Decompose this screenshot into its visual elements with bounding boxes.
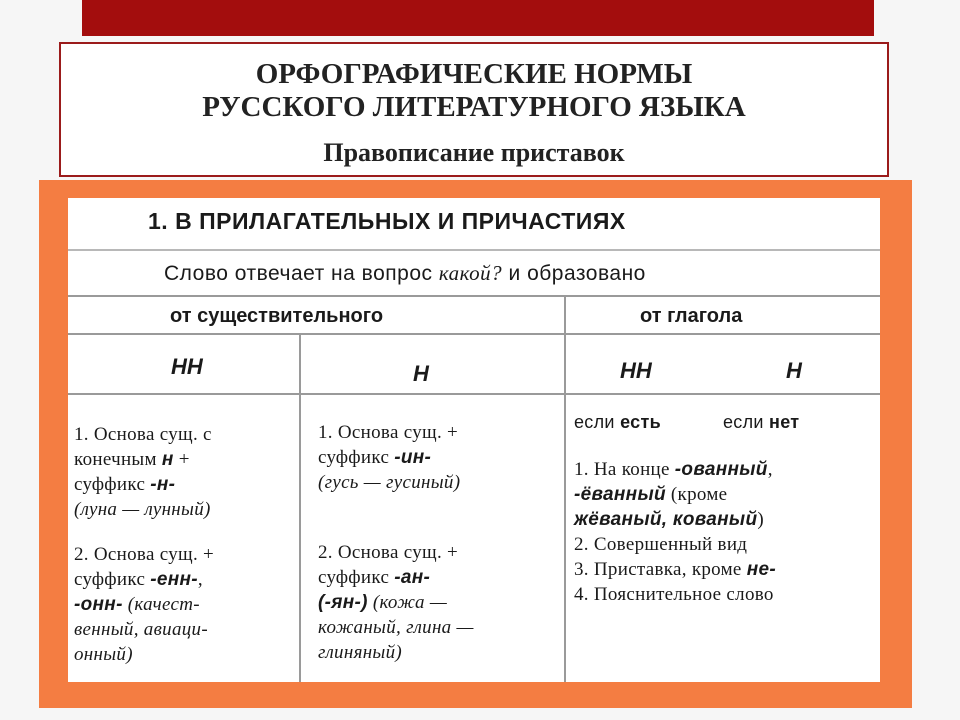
text-line: 4. Пояснительное слово (574, 584, 774, 605)
text-line: 3. Приставка, кроме не- (574, 559, 776, 580)
text-line: 1. Основа сущ. с (74, 424, 212, 445)
text-line: (-ян-) (кожа — (318, 592, 448, 613)
text-line: (луна — лунный) (74, 499, 211, 520)
text-line: жёваный, кованый) (574, 509, 764, 530)
title-box (59, 42, 889, 177)
text-line: 1. На конце -ованный, (574, 459, 773, 480)
question-text: Слово отвечает на вопрос какой? и образовано (164, 261, 646, 285)
text-line: суффикс -ин- (318, 447, 432, 468)
column-divider-noun (299, 335, 301, 682)
verb-rules (574, 410, 874, 607)
origin-row (68, 297, 880, 335)
text-line: глиняный) (318, 642, 403, 663)
section-title: 1. В ПРИЛАГАТЕЛЬНЫХ И ПРИЧАСТИЯХ (148, 208, 626, 234)
n-noun-rules (318, 420, 558, 665)
text-line: (гусь — гусиный) (318, 472, 461, 493)
top-accent-bar (82, 0, 874, 36)
text-line: суффикс -енн-, (74, 569, 203, 590)
text-line: суффикс -н- (74, 474, 176, 495)
question-row (68, 251, 880, 297)
if-line: если есть если нет (574, 412, 800, 432)
text-line: онный) (74, 644, 133, 665)
title-line-2: РУССКОГО ЛИТЕРАТУРНОГО ЯЗЫКА (202, 91, 746, 123)
title-line-1: ОРФОГРАФИЧЕСКИЕ НОРМЫ (255, 58, 693, 90)
text-line: кожаный, глина — (318, 617, 474, 638)
from-verb-header: от глагола (640, 305, 743, 327)
nn-row-divider (68, 393, 880, 395)
text-line: 2. Основа сущ. + (74, 544, 215, 565)
n-label-noun: Н (413, 361, 429, 386)
text-line: 1. Основа сущ. + (318, 422, 459, 443)
subtitle: Правописание приставок (323, 138, 625, 167)
rules-table (68, 198, 880, 682)
text-line: 2. Основа сущ. + (318, 542, 459, 563)
text-line: конечным н + (74, 449, 190, 470)
text-line: -онн- (качест- (74, 594, 200, 615)
text-line: 2. Совершенный вид (574, 534, 748, 555)
section-title-row (68, 198, 880, 251)
nn-noun-rules (74, 422, 296, 667)
nn-label-verb: НН (620, 358, 652, 383)
nn-label-noun: НН (171, 354, 203, 379)
text-line: -ёванный (кроме (574, 484, 728, 505)
from-noun-header: от существительного (170, 305, 384, 327)
text-line: суффикс -ан- (318, 567, 431, 588)
n-label-verb: Н (786, 358, 802, 383)
text-line: венный, авиаци- (74, 619, 208, 640)
column-divider-main (564, 297, 566, 682)
